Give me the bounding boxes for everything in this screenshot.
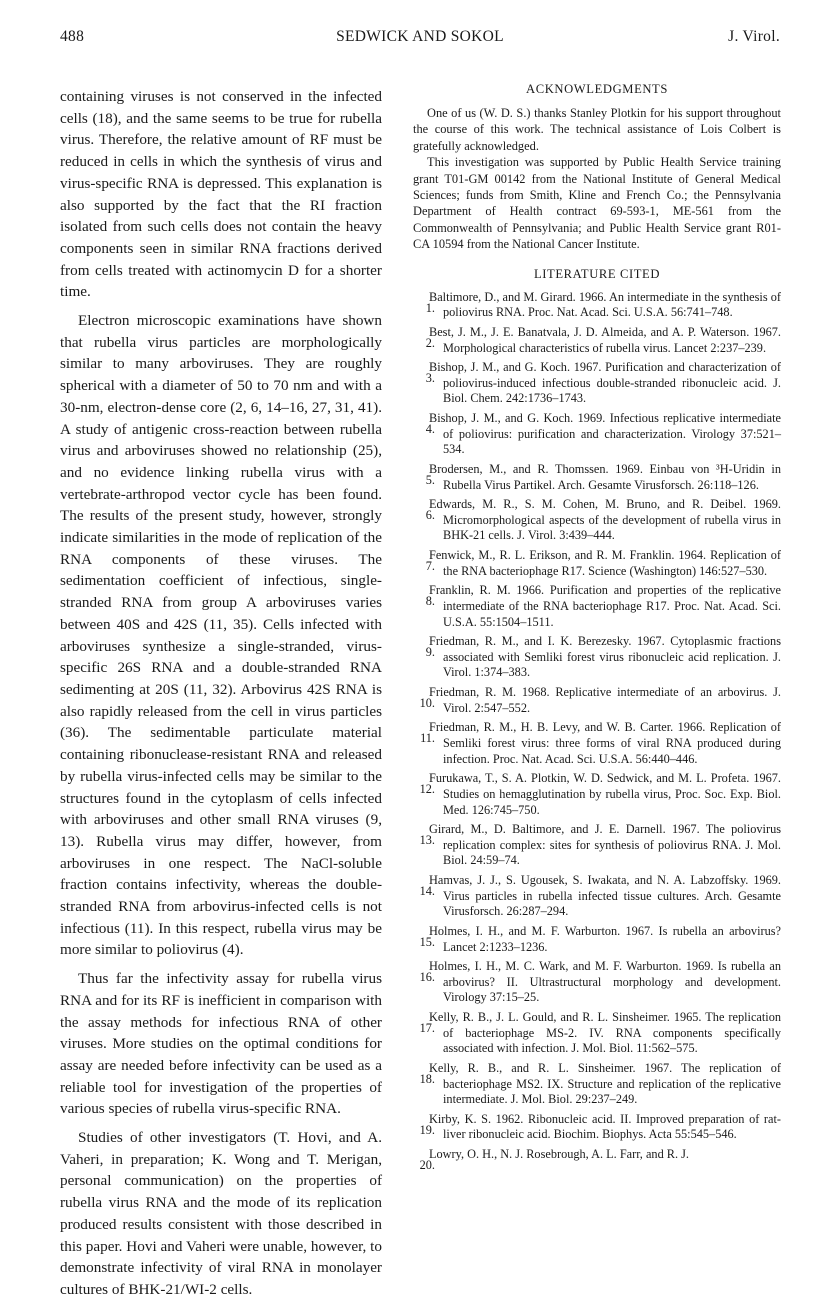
reference-number: 18. [419, 1071, 435, 1086]
reference-text: Girard, M., D. Baltimore, and J. E. Darnell. 1967. The poliovirus replication complex: sites for synthesis of poliovirus RNA. J. Mol. Biol. 24:59–74. [429, 822, 781, 868]
reference-text: Hamvas, J. J., S. Ugousek, S. Iwakata, and N. A. Labzoffsky. 1969. Virus particles in rubella infected tissue cultures. Arch. Gesamte Virusforsch. 26:287–294. [429, 873, 781, 919]
reference-number: 6. [425, 508, 435, 523]
reference-number: 12. [419, 782, 435, 797]
reference-number: 20. [419, 1158, 435, 1173]
discussion-paragraph: Studies of other investigators (T. Hovi, and A. Vaheri, in preparation; K. Wong and T. Merigan, personal communication) on the properties of rubella virus RNA and the mode of its replication produced results consistent with those described in this paper. Hovi and Vaheri were unable, however, to demonstrate infectivity of viral RNA in monolayer cultures of BHK-21/WI-2 cells. [60, 1129, 382, 1298]
reference-number: 1. [425, 300, 435, 315]
right-column [413, 82, 781, 1173]
reference-item [413, 1010, 781, 1057]
acknowledgments-paragraph: This investigation was supported by Public Health Service training grant T01-GM 00142 from the National Institute of General Medical Sciences; funds from Smith, Kline and French Co.; the Pennsylvania Department of Health contract 69-593-1, ME-561 from the Commonwealth of Pennsylvania; and Public Health Service grant R01-CA 10594 from the National Cancer Institute. [413, 155, 781, 252]
reference-item [413, 771, 781, 818]
reference-item [413, 1147, 781, 1173]
discussion-paragraph: Electron microscopic examinations have shown that rubella virus particles are morphologically similar to many arboviruses. They are roughly spherical with a diameter of 50 to 70 nm and with a 30-nm, electron-dense core (2, 6, 14–16, 27, 31, 41). A study of antigenic cross-reaction between rubella virus and arboviruses showed no relationship (25), and no evidence linking rubella virus with a vertebrate-arthropod vector cycle has been found. The results of the present study, however, strongly indicate similarities in the mode of replication of the RNA components of these viruses. The sedimentation coefficient of infectious, single-stranded RNA from group A arboviruses varies between 40S and 42S (11, 35). Cells infected with arboviruses synthesize a single-stranded, virus-specific 26S RNA and a double-stranded RNA sedimenting at 20S (11, 32). Arbovirus 42S RNA is also rapidly released from the cell in virus particles (36). The sedimentable particulate material containing ribonuclease-resistant RNA and released by rubella virus-infected cells may be similar to the structures found in the cytoplasm of cells infected with arboviruses and other small RNA viruses (9, 13). Rubella virus may differ, however, from arboviruses in one respect. The NaCl-soluble fraction contains infectivity, whereas the double-stranded RNA from arbovirus-infected cells is not infectious (11). In this respect, rubella virus may be more similar to poliovirus (4). [60, 312, 382, 959]
reference-text: Brodersen, M., and R. Thomssen. 1969. Einbau von ³H-Uridin in Rubella Virus Partikel. Arch. Gesamte Virusforsch. 26:118–126. [429, 461, 781, 492]
reference-item [413, 634, 781, 681]
reference-number: 19. [419, 1122, 435, 1137]
reference-text: Kelly, R. B., J. L. Gould, and R. L. Sinsheimer. 1965. The replication of bacteriophage MS-2. IV. RNA components specifically associated with infection. J. Mol. Biol. 11:562–575. [429, 1010, 781, 1056]
reference-text: Kelly, R. B., and R. L. Sinsheimer. 1967. The replication of bacteriophage MS2. IX. Structure and replication of the replicative intermediate. J. Mol. Biol. 29:237–249. [429, 1060, 781, 1107]
discussion-paragraph: Thus far the infectivity assay for rubella virus RNA and for its RF is inefficient in comparison with the assay methods for infectious RNA of other viruses. More studies on the optimal conditions for assay are needed before infectivity can be used as a reliable tool for investigation of the properties of various species of rubella virus-specific RNA. [60, 970, 382, 1118]
reference-number: 16. [419, 970, 435, 985]
reference-item [413, 1112, 781, 1143]
reference-number: 15. [419, 934, 435, 949]
literature-cited-heading: LITERATURE CITED [533, 266, 661, 281]
reference-number: 8. [425, 594, 435, 609]
reference-number: 5. [425, 472, 435, 487]
reference-number: 4. [425, 422, 435, 437]
reference-item [413, 822, 781, 869]
journal-name: J. Virol. [728, 28, 780, 45]
running-authors: SEDWICK AND SOKOL [336, 28, 504, 45]
reference-item [413, 360, 781, 407]
reference-text: Furukawa, T., S. A. Plotkin, W. D. Sedwick, and M. L. Profeta. 1967. Studies on hemagglutination by rubella virus, Proc. Soc. Exp. Biol. Med. 126:745–750. [429, 771, 781, 817]
reference-item [413, 720, 781, 767]
reference-text: Baltimore, D., and M. Girard. 1966. An intermediate in the synthesis of poliovirus RNA. Proc. Nat. Acad. Sci. U.S.A. 56:741–748. [429, 289, 781, 320]
reference-number: 14. [419, 884, 435, 899]
running-header [60, 28, 780, 50]
reference-text: Franklin, R. M. 1966. Purification and properties of the replicative intermediate of the RNA bacteriophage R17. Proc. Nat. Acad. Sci. U.S.A. 55:1504–1511. [429, 583, 781, 629]
acknowledgments-section [413, 82, 781, 253]
reference-number: 11. [420, 731, 435, 746]
discussion-column [60, 86, 382, 1308]
reference-item [413, 873, 781, 920]
reference-number: 9. [425, 645, 435, 660]
reference-item [413, 411, 781, 458]
reference-text: Friedman, R. M., H. B. Levy, and W. B. Carter. 1966. Replication of Semliki forest virus: three forms of viral RNA produced during infection. Proc. Nat. Acad. Sci. U.S.A. 56:440–446. [429, 720, 781, 766]
reference-text: Kirby, K. S. 1962. Ribonucleic acid. II. Improved preparation of rat-liver ribonucleic acid. Biochim. Biophys. Acta 55:545–546. [429, 1111, 781, 1142]
reference-text: Bishop, J. M., and G. Koch. 1967. Purification and characterization of poliovirus-induced infectious double-stranded ribonucleic acid. J. Biol. Chem. 242:1736–1743. [429, 360, 781, 406]
reference-text: Fenwick, M., R. L. Erikson, and R. M. Franklin. 1964. Replication of the RNA bacteriophage R17. Science (Washington) 146:527–530. [429, 548, 781, 578]
acknowledgments-heading: ACKNOWLEDGMENTS [526, 82, 668, 96]
reference-list [413, 289, 781, 1173]
reference-text: Best, J. M., J. E. Banatvala, J. D. Almeida, and A. P. Waterson. 1967. Morphological characteristics of rubella virus. Lancet 2:237–239. [429, 324, 781, 355]
reference-item [413, 290, 781, 321]
page-number: 488 [60, 28, 85, 45]
reference-number: 13. [419, 833, 435, 848]
discussion-paragraph: containing viruses is not conserved in the infected cells (18), and the same seems to be true for rubella virus. Therefore, the relative amount of RF must be reduced in cells in which the synthesis of virus and virus-specific RNA is depressed. This explanation is also supported by the fact that the RI fraction isolated from such cells does not contain the heavy components seen in similar RNA fractions derived from cells treated with actinomycin D for a shorter time. [60, 88, 382, 301]
reference-item [413, 548, 781, 579]
reference-text: Holmes, I. H., M. C. Wark, and M. F. Warburton. 1969. Is rubella an arbovirus? II. Ultrastructural morphology and development. Virology 37:15–25. [429, 959, 781, 1005]
reference-text: Bishop, J. M., and G. Koch. 1969. Infectious replicative intermediate of poliovirus: purification and characterization. Virology 37:521–534. [429, 411, 781, 457]
reference-text: Holmes, I. H., and M. F. Warburton. 1967. Is rubella an arbovirus? Lancet 2:1233–1236. [429, 923, 781, 954]
reference-item [413, 462, 781, 493]
reference-text: Edwards, M. R., S. M. Cohen, M. Bruno, and R. Deibel. 1969. Micromorphological aspects of the development of rubella virus in BHK-21 cells. J. Virol. 3:439–444. [429, 497, 781, 543]
reference-text: Friedman, R. M., and I. K. Berezesky. 1967. Cytoplasmic fractions associated with Semliki forest virus ribonucleic acid replication. J. Virol. 1:374–383. [429, 634, 781, 680]
reference-item [413, 497, 781, 544]
reference-item [413, 583, 781, 630]
reference-number: 10. [419, 696, 435, 711]
acknowledgments-paragraph: One of us (W. D. S.) thanks Stanley Plotkin for his support throughout the course of this work. The technical assistance of Lois Colbert is gratefully acknowledged. [413, 106, 781, 153]
reference-item [413, 959, 781, 1006]
reference-number: 17. [419, 1021, 435, 1036]
reference-item [413, 685, 781, 716]
reference-number: 3. [425, 371, 435, 386]
reference-number: 2. [425, 335, 435, 350]
reference-number: 7. [425, 559, 435, 574]
literature-cited-section [413, 266, 781, 1173]
reference-text: Friedman, R. M. 1968. Replicative intermediate of an arbovirus. J. Virol. 2:547–552. [429, 685, 781, 715]
reference-text: Lowry, O. H., N. J. Rosebrough, A. L. Farr, and R. J. [429, 1147, 689, 1162]
reference-item [413, 924, 781, 955]
reference-item [413, 325, 781, 356]
reference-item [413, 1061, 781, 1108]
